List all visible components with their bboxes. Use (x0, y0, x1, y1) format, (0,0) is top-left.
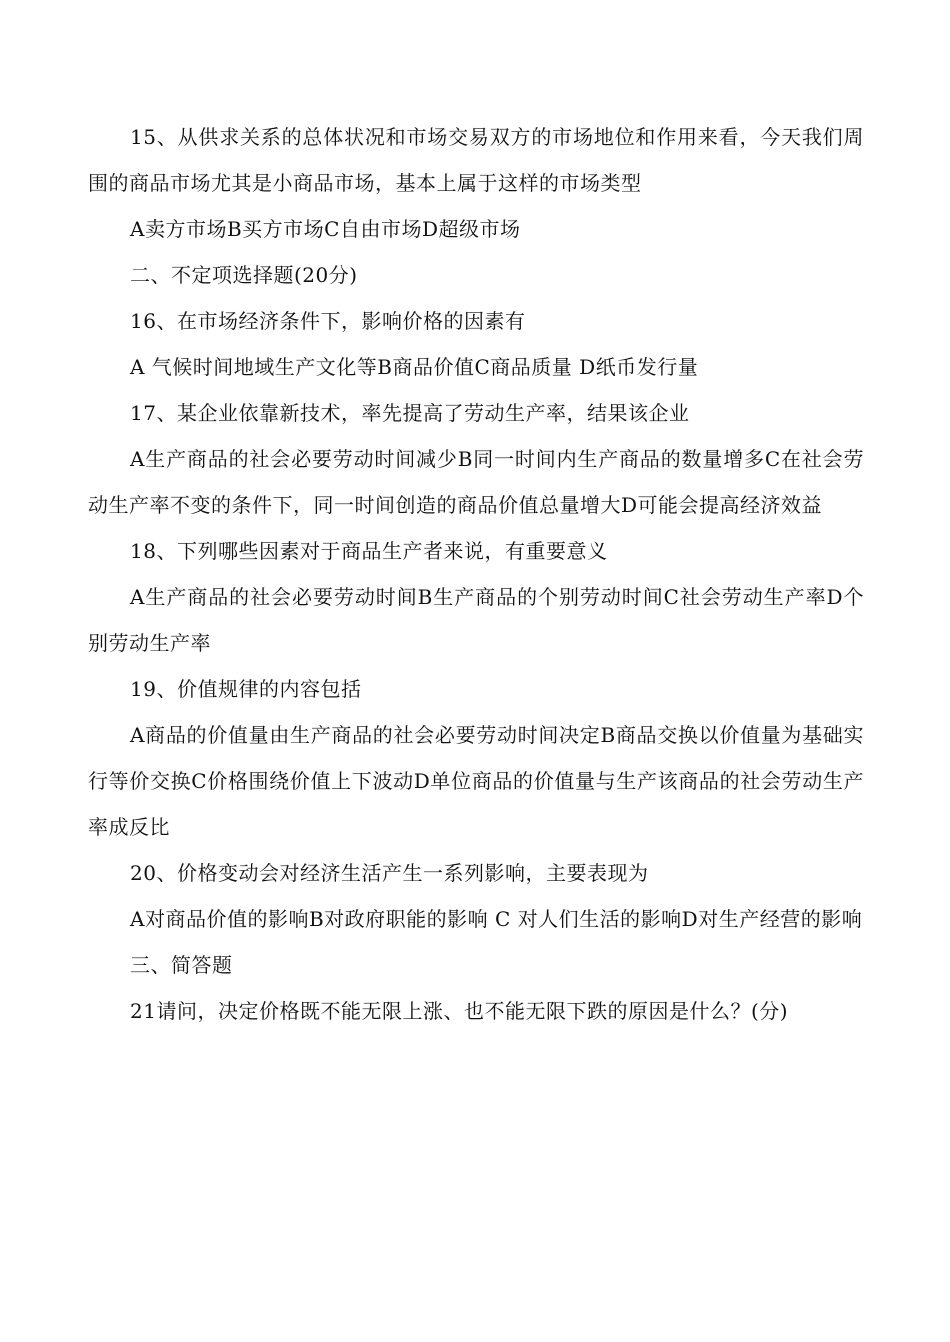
question-20-stem: 20、价格变动会对经济生活产生一系列影响，主要表现为 (130, 861, 649, 885)
question-18-options: A生产商品的社会必要劳动时间B生产商品的个别劳动时间C社会劳动生产率D个别劳动生产率 (88, 585, 864, 655)
question-16-options: A 气候时间地域生产文化等B商品价值C商品质量 D纸币发行量 (130, 355, 699, 379)
question-21-stem: 21请问，决定价格既不能无限上涨、也不能无限下跌的原因是什么？(分) (130, 999, 789, 1023)
question-19-stem: 19、价值规律的内容包括 (130, 677, 362, 701)
question-19-options: A商品的价值量由生产商品的社会必要劳动时间决定B商品交换以价值量为基础实行等价交换C价格围绕价值上下波动D单位商品的价值量与生产该商品的社会劳动生产率成反比 (88, 723, 864, 839)
section-heading-short-answer: 三、简答题 (130, 953, 233, 977)
section-heading-multiple-choice: 二、不定项选择题(20分) (130, 263, 358, 287)
question-15-options: A卖方市场B买方市场C自由市场D超级市场 (130, 217, 521, 241)
question-20-options: A对商品价值的影响B对政府职能的影响 C 对人们生活的影响D对生产经营的影响 (130, 907, 863, 931)
question-18-stem: 18、下列哪些因素对于商品生产者来说，有重要意义 (130, 539, 608, 563)
question-16-stem: 16、在市场经济条件下，影响价格的因素有 (130, 309, 526, 333)
question-17-stem: 17、某企业依靠新技术，率先提高了劳动生产率，结果该企业 (130, 401, 690, 425)
question-17-options: A生产商品的社会必要劳动时间减少B同一时间内生产商品的数量增多C在社会劳动生产率不变的条件下，同一时间创造的商品价值总量增大D可能会提高经济效益 (88, 447, 864, 517)
document-body (88, 114, 864, 1034)
question-15-stem: 15、从供求关系的总体状况和市场交易双方的市场地位和作用来看，今天我们周围的商品市场尤其是小商品市场，基本上属于这样的市场类型 (88, 125, 864, 195)
